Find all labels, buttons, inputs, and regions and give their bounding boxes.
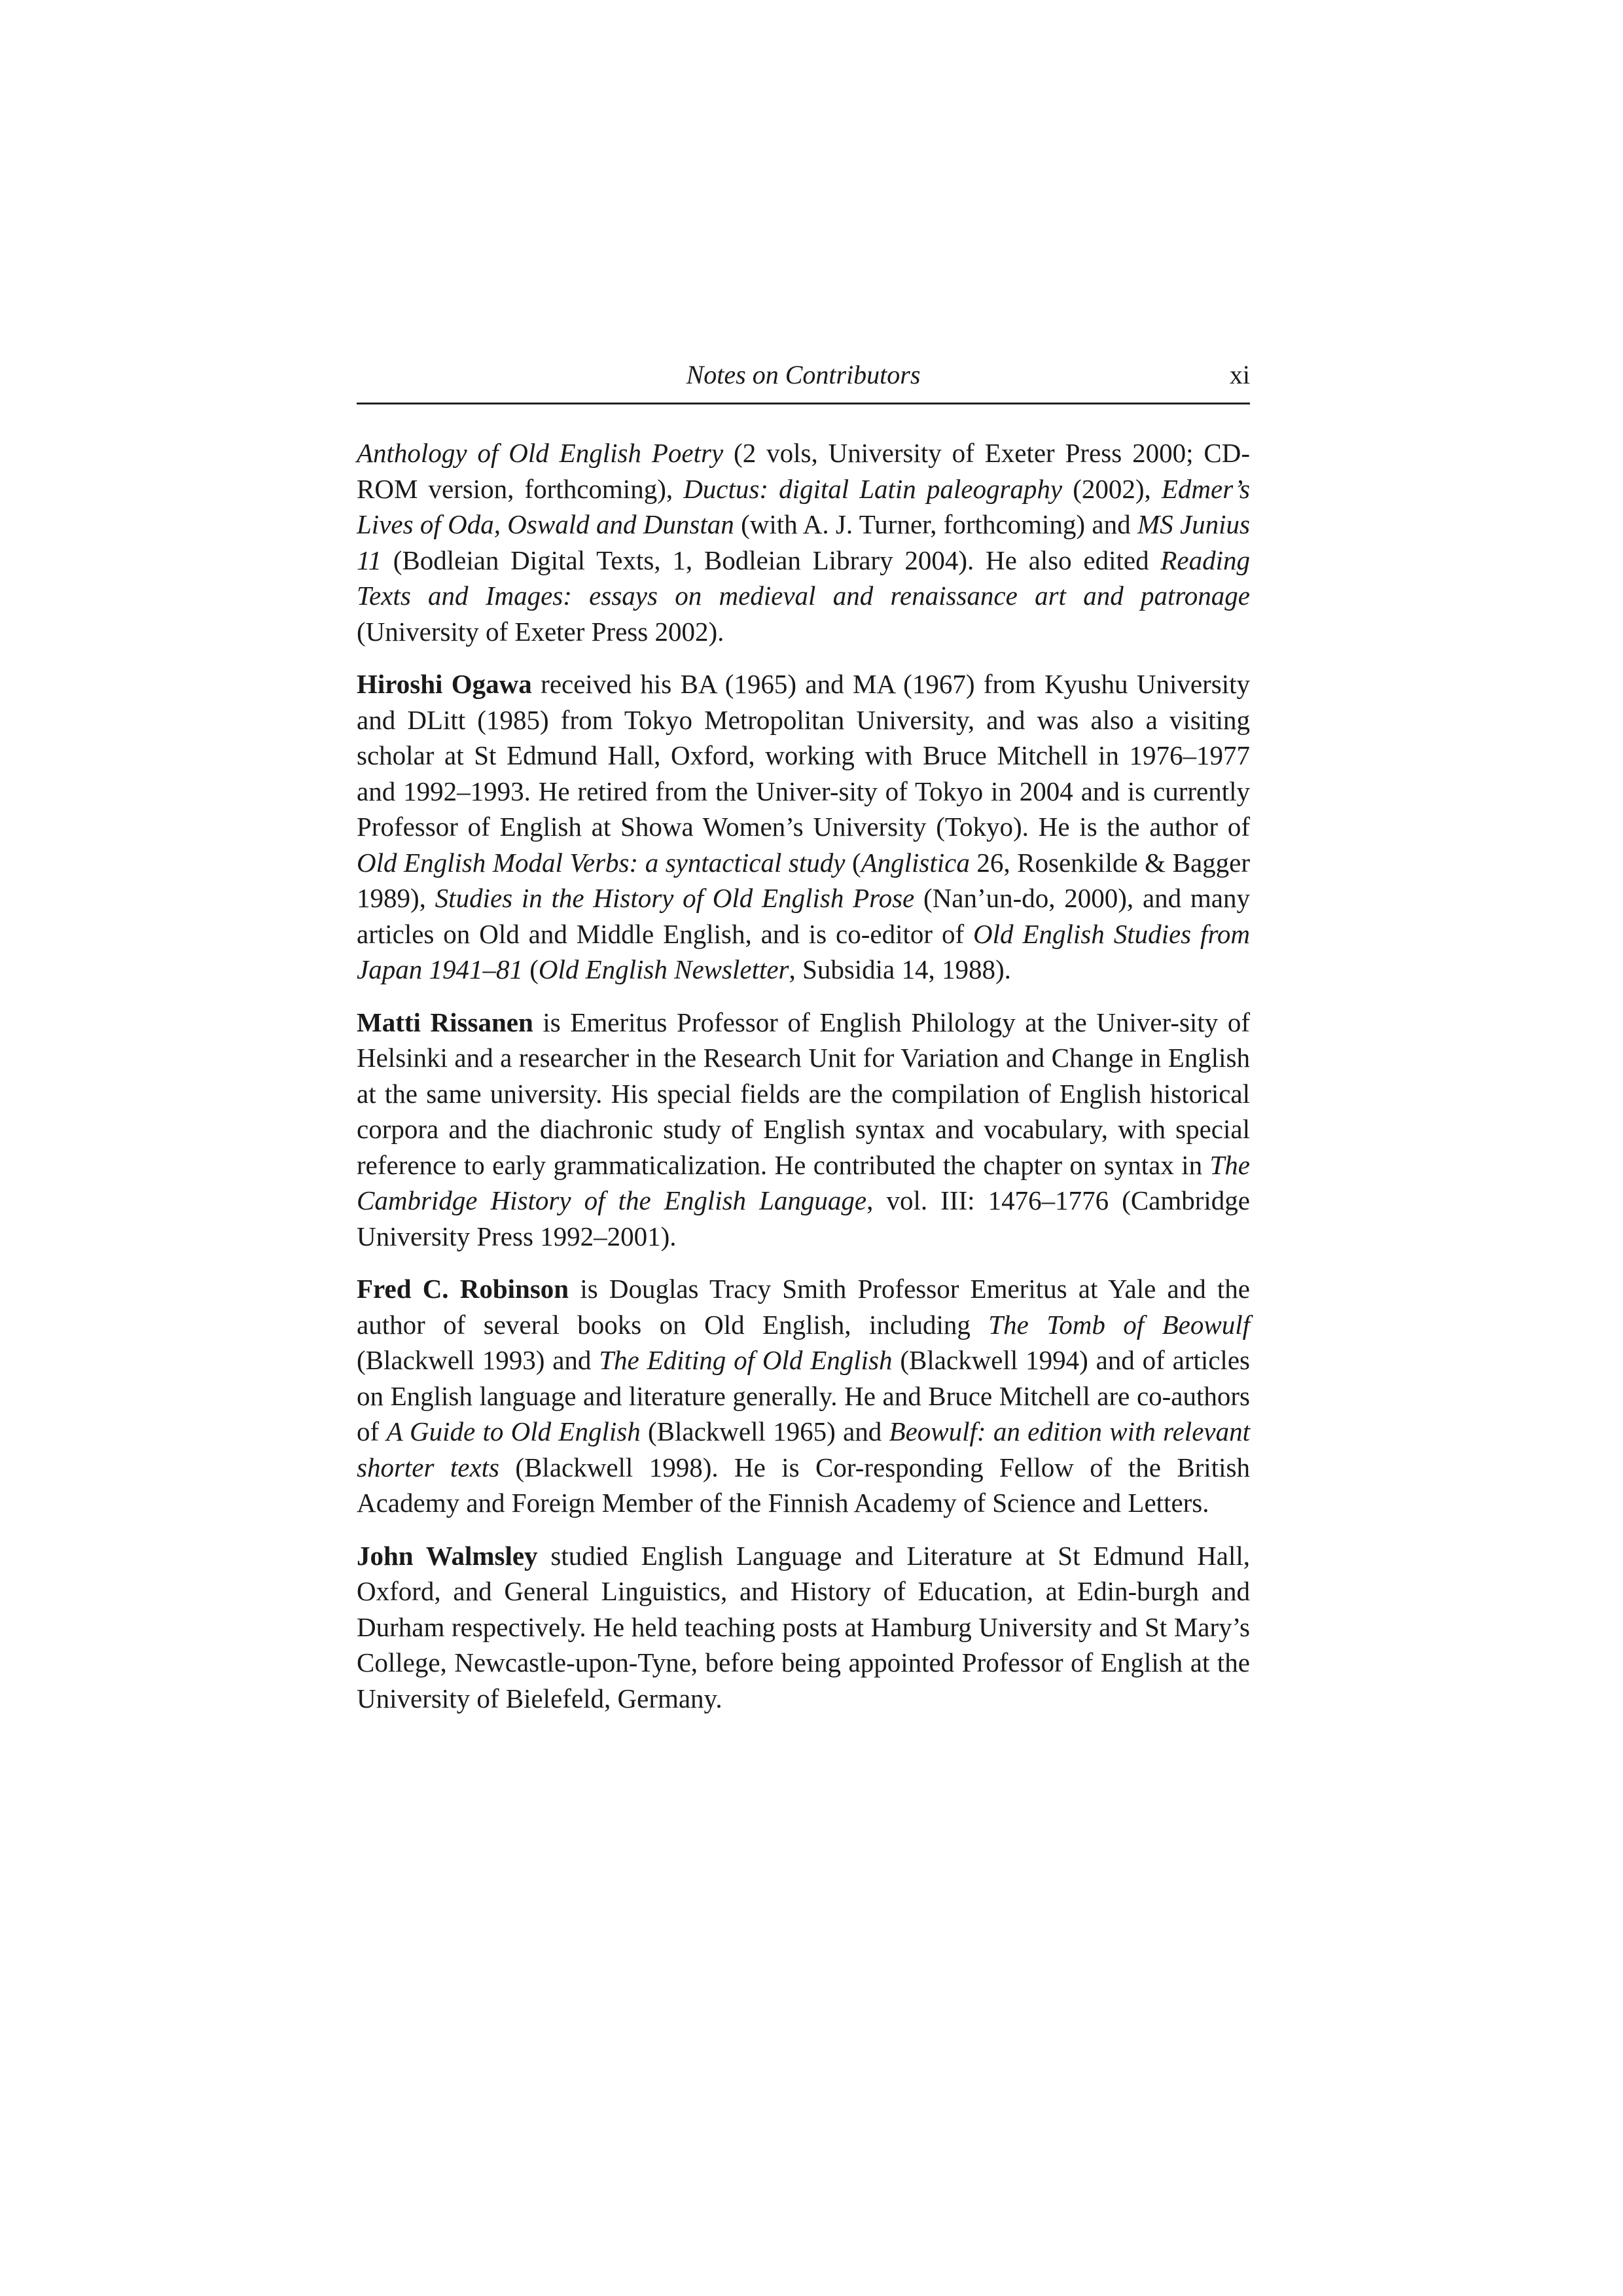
text-run: (Blackwell 1994) and of articles on English language and literature generally. He and Bruce Mitchell are co-authors of	[357, 1345, 1250, 1446]
text-run: (Blackwell 1993) and	[357, 1345, 599, 1375]
title-reference: A Guide to Old English	[386, 1416, 641, 1446]
title-reference: Anthology of Old English Poetry	[357, 438, 724, 468]
text-run: received his BA (1965) and MA (1967) from Kyushu University and DLitt (1985) from Tokyo Metropolitan University, and was also a visiting scholar at St Edmund Hall, Oxford, working with Bruce Mitchell in 1976–1977 and 1992–1993. He retired from the Univer-sity of Tokyo in 2004 and is currently Professor of English at Showa Women’s University (Tokyo). He is the author of	[357, 669, 1250, 842]
text-run: 26, Rosenkilde & Bagger 1989),	[357, 847, 1250, 913]
text-run: is Douglas Tracy Smith Professor Emeritus at Yale and the author of several books on Old English, including	[357, 1274, 1250, 1340]
title-reference: Edmer’s Lives of Oda, Oswald and Dunstan	[357, 473, 1250, 539]
title-reference: Reading Texts and Images: essays on medieval and renaissance art and patronage	[357, 545, 1250, 611]
running-header	[357, 350, 1250, 404]
title-reference: The Tomb of Beowulf	[988, 1309, 1250, 1340]
text-run: (2 vols, University of Exeter Press 2000; CD-ROM version, forthcoming),	[357, 438, 1250, 504]
title-reference: MS Junius 11	[357, 509, 1251, 575]
text-run: studied English Language and Literature at St Edmund Hall, Oxford, and General Linguistics, and History of Education, at Edin-burgh and Durham respectively. He held teaching posts at Hamburg University and St Mary’s College, Newcastle-upon-Tyne, before being appointed Professor of English at the University of Bielefeld, Germany.	[357, 1540, 1250, 1713]
text-run: (Nan’un-do, 2000), and many articles on Old and Middle English, and is co-editor of	[357, 883, 1250, 949]
paragraph-fred-c-robinson	[357, 1271, 1250, 1521]
contributor-name: John Walmsley	[357, 1540, 538, 1571]
title-reference: The Editing of Old English	[599, 1345, 893, 1375]
contributor-name: Matti Rissanen	[357, 1007, 533, 1037]
text-run: (University of Exeter Press 2002).	[357, 616, 724, 647]
title-reference: Anglistica	[861, 847, 970, 878]
paragraph-continued-entry	[357, 435, 1250, 649]
contributor-name: Hiroshi Ogawa	[357, 669, 532, 699]
paragraph-john-walmsley	[357, 1538, 1250, 1717]
title-reference: Ductus: digital Latin paleography	[683, 473, 1063, 504]
text-run: , Subsidia 14, 1988).	[789, 954, 1011, 984]
text-run: (	[522, 954, 539, 984]
page-number: xi	[1229, 360, 1250, 389]
paragraph-matti-rissanen	[357, 1005, 1250, 1255]
title-reference: Beowulf: an edition with relevant shorter texts	[357, 1416, 1250, 1482]
title-reference: Studies in the History of Old English Prose	[435, 883, 915, 913]
title-reference: Old English Modal Verbs: a syntactical study	[357, 847, 846, 878]
paragraph-hiroshi-ogawa	[357, 666, 1250, 988]
text-run: (Blackwell 1965) and	[640, 1416, 889, 1446]
contributors-text	[357, 435, 1250, 1733]
title-reference: Old English Newsletter	[538, 954, 789, 984]
text-run: (Bodleian Digital Texts, 1, Bodleian Library 2004). He also edited	[381, 545, 1161, 575]
text-run: , vol. III: 1476–1776 (Cambridge University Press 1992–2001).	[357, 1185, 1251, 1251]
contributor-name: Fred C. Robinson	[357, 1274, 569, 1304]
text-run: is Emeritus Professor of English Philology at the Univer-sity of Helsinki and a researcher in the Research Unit for Variation and Change in English at the same university. His special fields are the compilation of English historical corpora and the diachronic study of English syntax and vocabulary, with special reference to early grammaticalization. He contributed the chapter on syntax in	[357, 1007, 1251, 1180]
title-reference: The Cambridge History of the English Language	[357, 1149, 1250, 1215]
title-reference: Old English Studies from Japan 1941–81	[357, 918, 1250, 984]
text-run: (2002),	[1062, 473, 1162, 504]
running-header-title: Notes on Contributors	[686, 360, 921, 389]
text-run: (Blackwell 1998). He is Cor-responding Fellow of the British Academy and Foreign Member of the Finnish Academy of Science and Letters.	[357, 1452, 1250, 1518]
text-run: (	[845, 847, 861, 878]
text-run: (with A. J. Turner, forthcoming) and	[734, 509, 1137, 539]
